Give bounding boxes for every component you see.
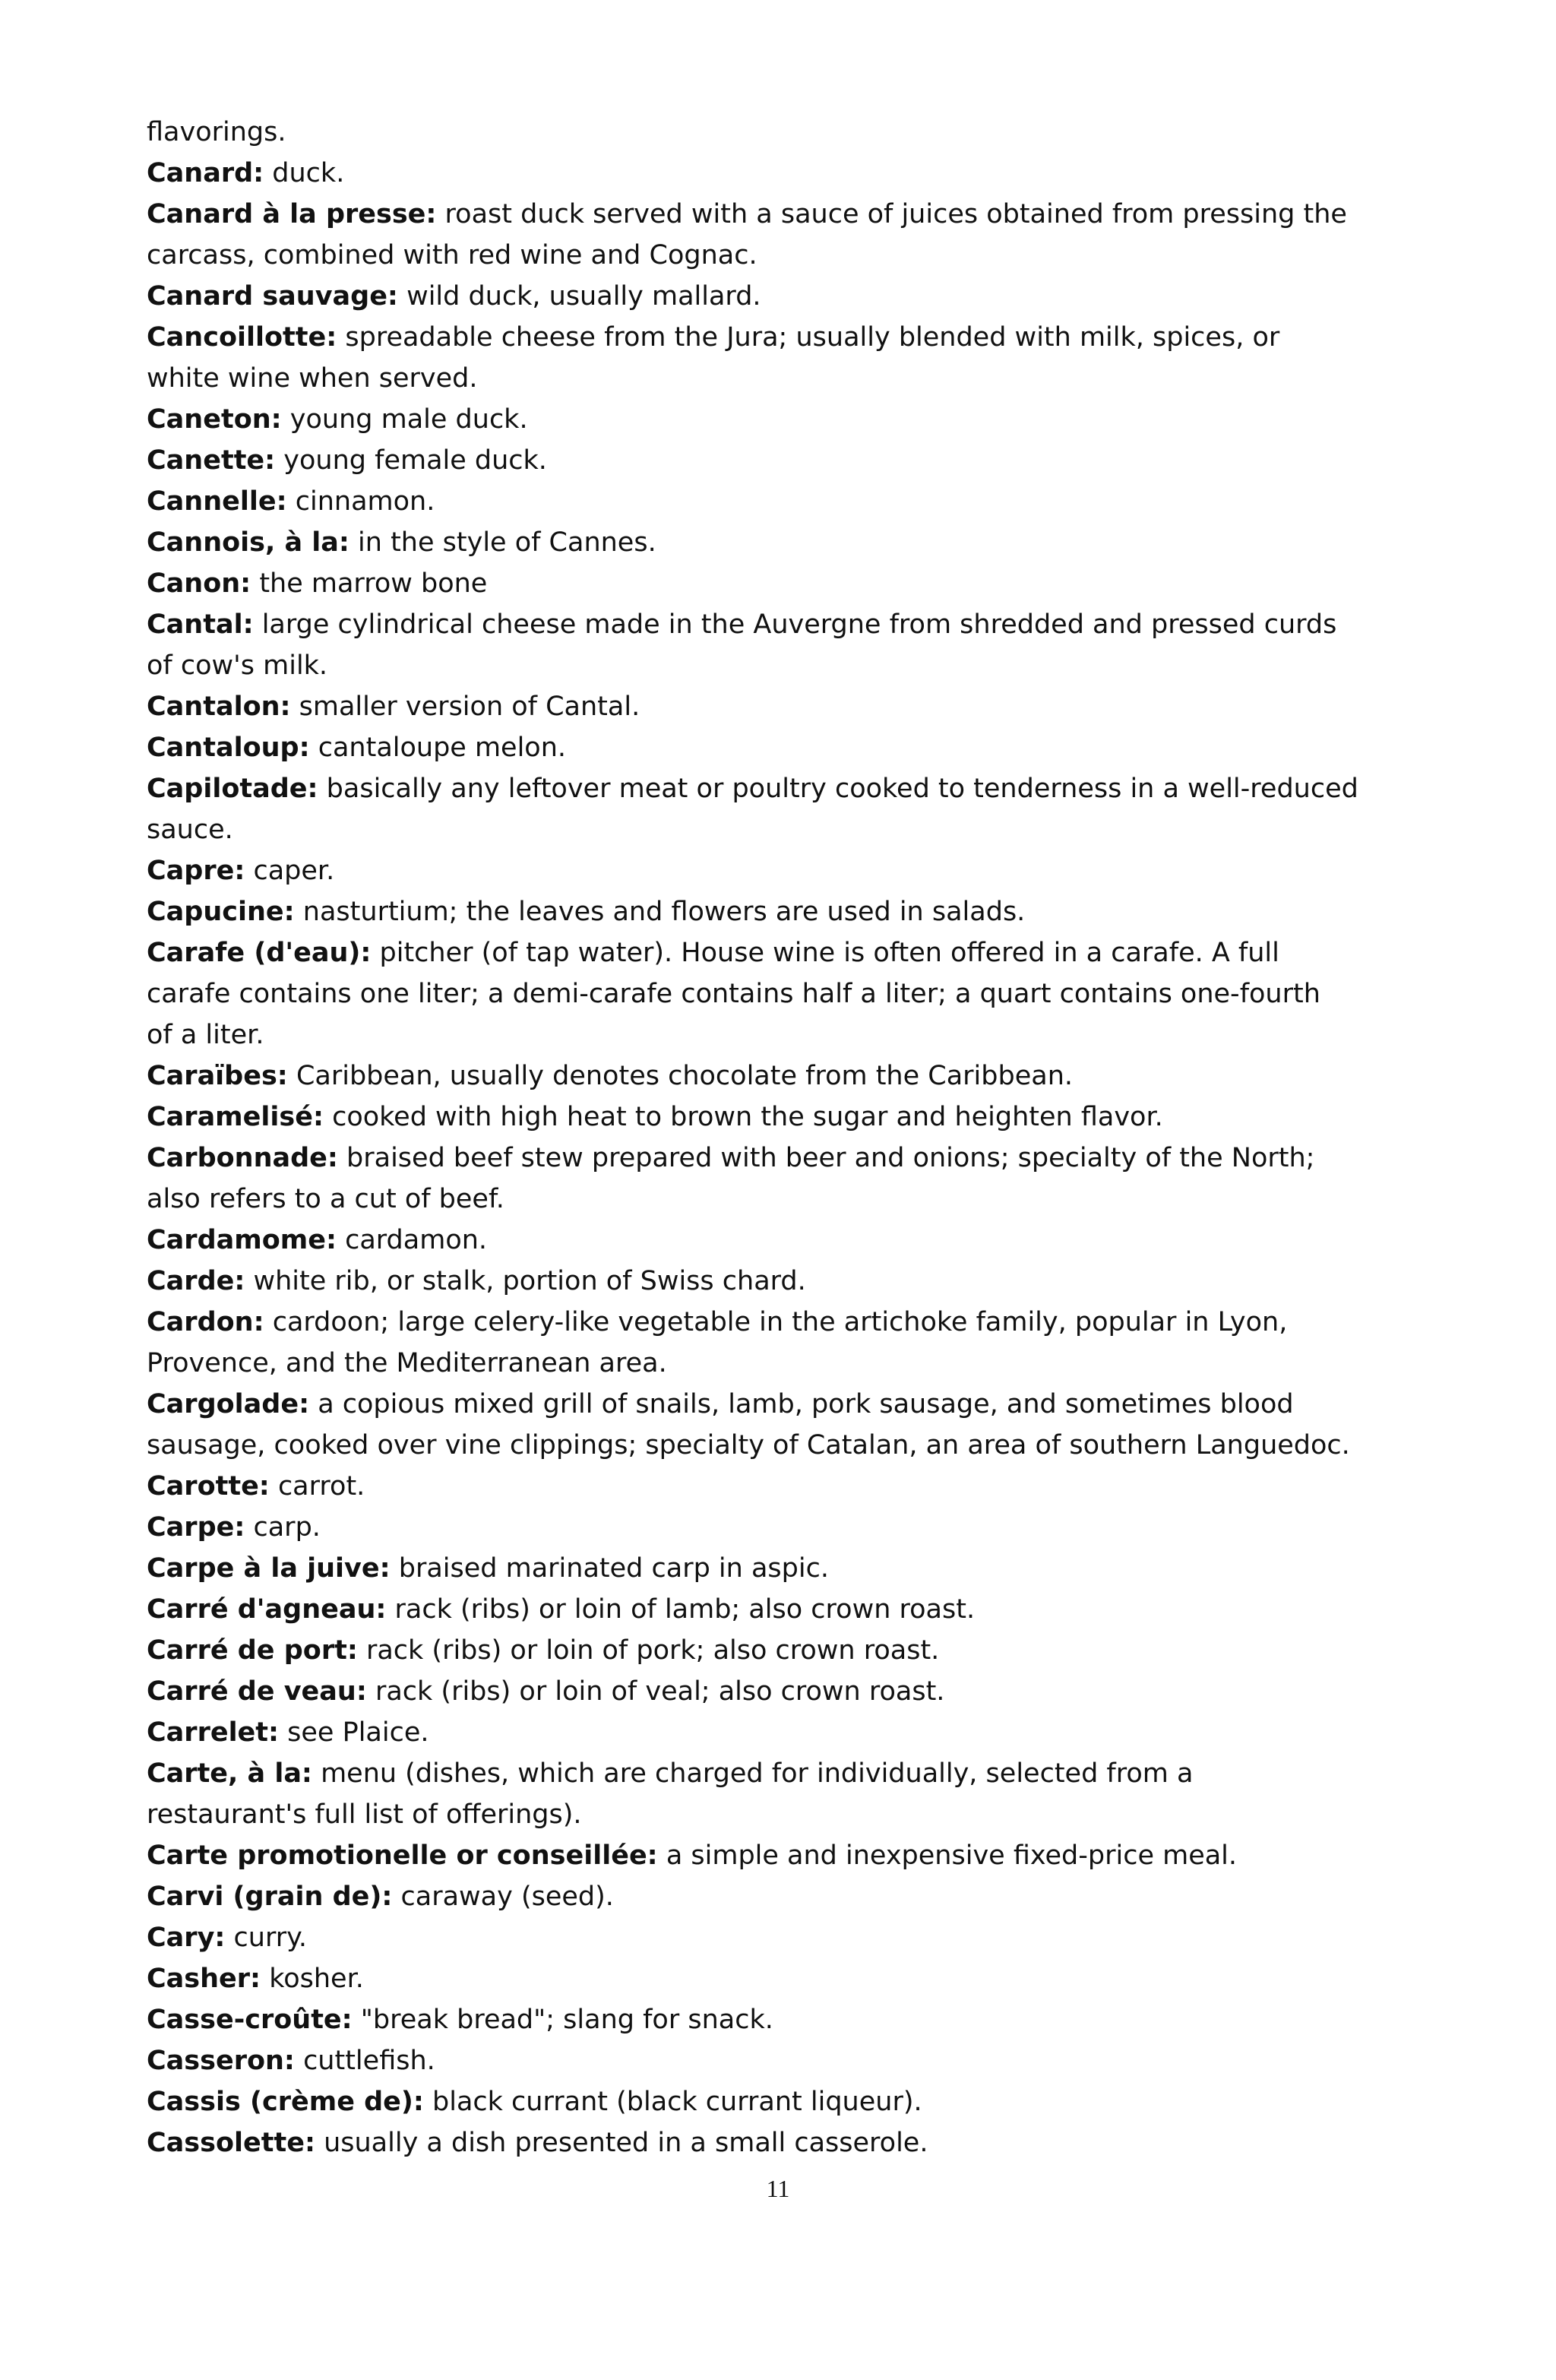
entry-term: Carré de veau: bbox=[147, 1676, 367, 1707]
glossary-entry-line bbox=[147, 1835, 1393, 1876]
entry-term: Carte, à la: bbox=[147, 1758, 312, 1789]
entry-term: Carré d'agneau: bbox=[147, 1594, 387, 1625]
entry-term: Carpe: bbox=[147, 1512, 245, 1543]
entry-definition: of a liter. bbox=[147, 1020, 264, 1050]
glossary-entry-line bbox=[147, 194, 1393, 235]
glossary-entry-line bbox=[147, 1302, 1393, 1343]
glossary-continuation-line bbox=[147, 973, 1393, 1014]
entry-definition: of cow's milk. bbox=[147, 650, 328, 681]
entry-definition: the marrow bone bbox=[251, 568, 488, 599]
glossary-entry-line bbox=[147, 1712, 1393, 1753]
entry-term: Casher: bbox=[147, 1964, 261, 1994]
entry-definition: "break bread"; slang for snack. bbox=[352, 2005, 773, 2035]
glossary-continuation-line bbox=[147, 809, 1393, 850]
glossary-continuation-line bbox=[147, 1179, 1393, 1220]
entry-term: Casseron: bbox=[147, 2046, 295, 2076]
entry-term: Canard à la presse: bbox=[147, 199, 437, 229]
entry-definition: cinnamon. bbox=[286, 486, 435, 517]
entry-definition: wild duck, usually mallard. bbox=[397, 281, 761, 312]
entry-definition: smaller version of Cantal. bbox=[290, 692, 640, 722]
entry-term: Cantaloup: bbox=[147, 733, 310, 763]
entry-term: Carte promotionelle or conseillée: bbox=[147, 1840, 658, 1871]
entry-definition: young female duck. bbox=[275, 445, 547, 476]
entry-definition: cooked with high heat to brown the sugar and heighten flavor. bbox=[323, 1102, 1163, 1132]
entry-term: Carvi (grain de): bbox=[147, 1882, 393, 1912]
entry-term: Cannelle: bbox=[147, 486, 287, 517]
entry-definition: pitcher (of tap water). House wine is often offered in a carafe. A full bbox=[371, 938, 1279, 968]
entry-term: Cancoillotte: bbox=[147, 322, 337, 353]
glossary-entry-line bbox=[147, 2040, 1393, 2081]
entry-term: Caraïbes: bbox=[147, 1061, 288, 1091]
entry-term: Carré de port: bbox=[147, 1635, 358, 1666]
entry-term: Capucine: bbox=[147, 897, 295, 927]
entry-definition: carp. bbox=[245, 1512, 321, 1543]
glossary-entry-line bbox=[147, 850, 1393, 891]
glossary-entry-line bbox=[147, 932, 1393, 973]
glossary-entry-line bbox=[147, 2122, 1393, 2163]
glossary-entry-line bbox=[147, 563, 1393, 604]
entry-definition: braised beef stew prepared with beer and onions; specialty of the North; bbox=[337, 1143, 1315, 1173]
entry-definition: menu (dishes, which are charged for individually, selected from a bbox=[312, 1758, 1194, 1789]
entry-term: Canon: bbox=[147, 568, 251, 599]
entry-definition: braised marinated carp in aspic. bbox=[390, 1553, 829, 1584]
entry-definition: white rib, or stalk, portion of Swiss chard. bbox=[245, 1266, 806, 1296]
glossary-continuation-line bbox=[147, 1343, 1393, 1384]
glossary-entry-line bbox=[147, 686, 1393, 727]
glossary-entry-line bbox=[147, 1958, 1393, 1999]
entry-definition: restaurant's full list of offerings). bbox=[147, 1799, 582, 1830]
entry-definition: cardoon; large celery-like vegetable in the artichoke family, popular in Lyon, bbox=[264, 1307, 1288, 1337]
entry-definition: caper. bbox=[245, 856, 335, 886]
entry-term: Carotte: bbox=[147, 1471, 270, 1502]
entry-term: Cannois, à la: bbox=[147, 527, 349, 558]
entry-definition: also refers to a cut of beef. bbox=[147, 1184, 504, 1214]
entry-definition: carcass, combined with red wine and Cognac. bbox=[147, 240, 757, 271]
entry-definition: in the style of Cannes. bbox=[349, 527, 656, 558]
glossary-entry-line bbox=[147, 1507, 1393, 1548]
entry-definition: cuttlefish. bbox=[294, 2046, 435, 2076]
glossary-continuation-line bbox=[147, 1425, 1393, 1466]
entry-term: Canette: bbox=[147, 445, 276, 476]
glossary-entry-line bbox=[147, 1999, 1393, 2040]
entry-term: Cantalon: bbox=[147, 692, 291, 722]
glossary-entry-line bbox=[147, 1917, 1393, 1958]
entry-definition: flavorings. bbox=[147, 117, 286, 147]
entry-term: Casse-croûte: bbox=[147, 2005, 353, 2035]
entry-term: Cassolette: bbox=[147, 2128, 315, 2158]
entry-term: Cassis (crème de): bbox=[147, 2087, 424, 2117]
glossary-entry-line bbox=[147, 1589, 1393, 1630]
glossary-text bbox=[147, 112, 1393, 2163]
glossary-entry-line bbox=[147, 604, 1393, 645]
entry-definition: caraway (seed). bbox=[392, 1882, 614, 1912]
glossary-entry-line bbox=[147, 1220, 1393, 1261]
entry-definition: carrot. bbox=[269, 1471, 365, 1502]
entry-definition: cardamon. bbox=[336, 1225, 488, 1255]
glossary-entry-line bbox=[147, 727, 1393, 768]
glossary-entry-line bbox=[147, 276, 1393, 317]
entry-term: Caramelisé: bbox=[147, 1102, 324, 1132]
entry-term: Carbonnade: bbox=[147, 1143, 338, 1173]
glossary-entry-line bbox=[147, 1630, 1393, 1671]
entry-definition: basically any leftover meat or poultry cooked to tenderness in a well-reduced bbox=[318, 774, 1358, 804]
glossary-entry-line bbox=[147, 1671, 1393, 1712]
glossary-entry-line bbox=[147, 1876, 1393, 1917]
glossary-entry-line bbox=[147, 2081, 1393, 2122]
glossary-entry-line bbox=[147, 768, 1393, 809]
glossary-entry-line bbox=[147, 153, 1393, 194]
entry-definition: kosher. bbox=[261, 1964, 364, 1994]
entry-term: Carafe (d'eau): bbox=[147, 938, 372, 968]
glossary-entry-line bbox=[147, 1466, 1393, 1507]
entry-term: Cargolade: bbox=[147, 1389, 310, 1419]
entry-definition: Provence, and the Mediterranean area. bbox=[147, 1348, 667, 1378]
entry-term: Capre: bbox=[147, 856, 245, 886]
glossary-continuation-line bbox=[147, 358, 1393, 399]
entry-definition: rack (ribs) or loin of veal; also crown roast. bbox=[366, 1676, 945, 1707]
glossary-entry-line bbox=[147, 522, 1393, 563]
entry-definition: cantaloupe melon. bbox=[309, 733, 567, 763]
entry-term: Carde: bbox=[147, 1266, 245, 1296]
glossary-entry-line bbox=[147, 1753, 1393, 1794]
entry-definition: a simple and inexpensive fixed-price meal. bbox=[657, 1840, 1238, 1871]
glossary-entry-line bbox=[147, 1261, 1393, 1302]
entry-definition: Caribbean, usually denotes chocolate from the Caribbean. bbox=[287, 1061, 1073, 1091]
entry-definition: nasturtium; the leaves and flowers are used in salads. bbox=[294, 897, 1026, 927]
entry-definition: duck. bbox=[264, 158, 345, 188]
entry-definition: curry. bbox=[225, 1923, 307, 1953]
entry-term: Cardamome: bbox=[147, 1225, 337, 1255]
entry-definition: carafe contains one liter; a demi-carafe contains half a liter; a quart contains one-fourth bbox=[147, 979, 1320, 1009]
entry-definition: young male duck. bbox=[281, 404, 528, 435]
entry-term: Cardon: bbox=[147, 1307, 264, 1337]
glossary-entry-line bbox=[147, 317, 1393, 358]
entry-term: Capilotade: bbox=[147, 774, 318, 804]
entry-definition: a copious mixed grill of snails, lamb, pork sausage, and sometimes blood bbox=[309, 1389, 1294, 1419]
page-number: 11 bbox=[766, 2175, 790, 2202]
entry-definition: roast duck served with a sauce of juices obtained from pressing the bbox=[436, 199, 1347, 229]
glossary-entry-line bbox=[147, 1055, 1393, 1097]
glossary-continuation-line bbox=[147, 1014, 1393, 1055]
glossary-entry-line bbox=[147, 1384, 1393, 1425]
glossary-entry-line bbox=[147, 1138, 1393, 1179]
entry-definition: white wine when served. bbox=[147, 363, 478, 394]
entry-term: Canard: bbox=[147, 158, 264, 188]
glossary-entry-line bbox=[147, 1548, 1393, 1589]
entry-term: Cantal: bbox=[147, 609, 254, 640]
entry-term: Caneton: bbox=[147, 404, 282, 435]
glossary-continuation-line bbox=[147, 1794, 1393, 1835]
entry-definition: see Plaice. bbox=[279, 1717, 429, 1748]
glossary-entry-line bbox=[147, 891, 1393, 932]
glossary-entry-line bbox=[147, 440, 1393, 481]
entry-term: Carrelet: bbox=[147, 1717, 280, 1748]
entry-term: Cary: bbox=[147, 1923, 226, 1953]
entry-term: Carpe à la juive: bbox=[147, 1553, 391, 1584]
entry-definition: large cylindrical cheese made in the Auvergne from shredded and pressed curds bbox=[253, 609, 1337, 640]
entry-definition: usually a dish presented in a small casserole. bbox=[315, 2128, 928, 2158]
entry-definition: black currant (black currant liqueur). bbox=[423, 2087, 922, 2117]
entry-definition: sauce. bbox=[147, 815, 233, 845]
glossary-continuation-line bbox=[147, 112, 1393, 153]
entry-definition: rack (ribs) or loin of pork; also crown roast. bbox=[357, 1635, 940, 1666]
entry-definition: spreadable cheese from the Jura; usually blended with milk, spices, or bbox=[337, 322, 1280, 353]
glossary-continuation-line bbox=[147, 235, 1393, 276]
glossary-entry-line bbox=[147, 399, 1393, 440]
glossary-entry-line bbox=[147, 481, 1393, 522]
glossary-entry-line bbox=[147, 1097, 1393, 1138]
entry-definition: rack (ribs) or loin of lamb; also crown roast. bbox=[386, 1594, 976, 1625]
entry-definition: sausage, cooked over vine clippings; specialty of Catalan, an area of southern Languedoc. bbox=[147, 1430, 1350, 1461]
entry-term: Canard sauvage: bbox=[147, 281, 398, 312]
glossary-continuation-line bbox=[147, 645, 1393, 686]
